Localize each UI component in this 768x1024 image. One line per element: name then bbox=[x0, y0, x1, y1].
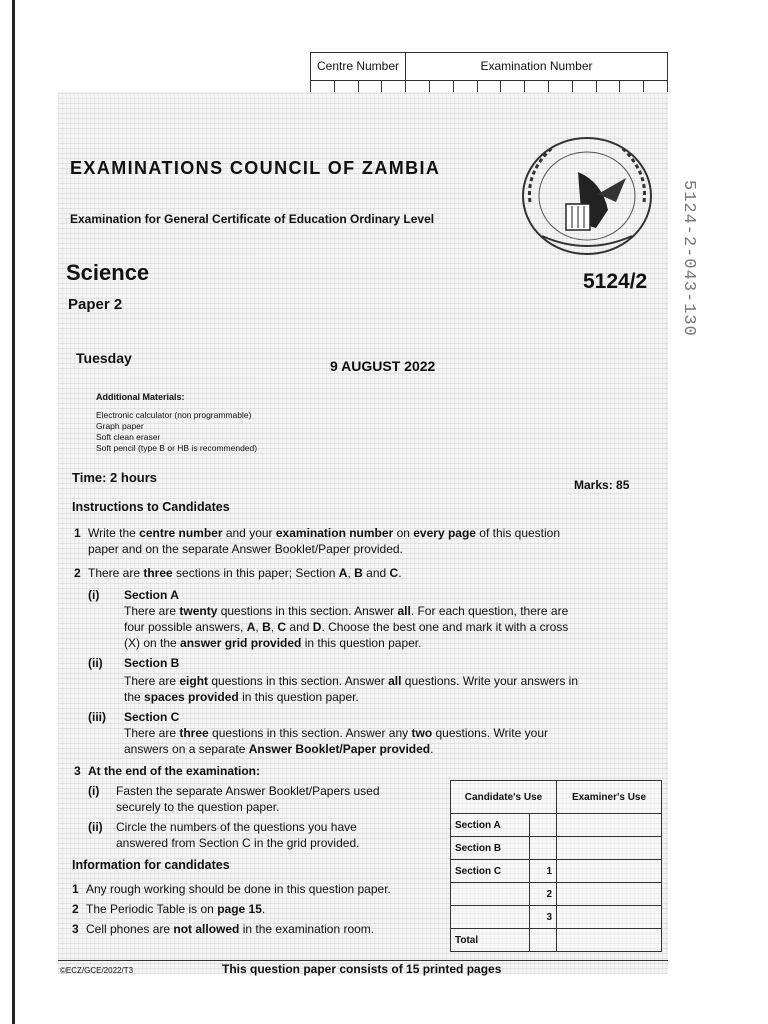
instruction-2: There are three sections in this paper; Section A, B and C. bbox=[88, 566, 402, 580]
instruction-1-line-2: paper and on the separate Answer Booklet/Paper provided. bbox=[88, 542, 403, 556]
section-b-line-1: There are eight questions in this section. Answer all questions. Write your answers in bbox=[124, 674, 578, 688]
examiner-cell[interactable] bbox=[557, 814, 662, 837]
examiner-cell[interactable] bbox=[557, 860, 662, 883]
info-number: 1 bbox=[72, 882, 79, 896]
instruction-number: 3 bbox=[74, 764, 81, 778]
instruction-3-ii-line-1: Circle the numbers of the questions you have bbox=[116, 820, 357, 834]
material-item: Soft pencil (type B or HB is recommended) bbox=[96, 443, 258, 453]
info-number: 3 bbox=[72, 922, 79, 936]
candidates-use-header: Candidate's Use bbox=[451, 781, 557, 814]
material-item: Electronic calculator (non programmable) bbox=[96, 410, 252, 420]
exam-marks: Marks: 85 bbox=[574, 478, 630, 492]
materials-title: Additional Materials: bbox=[96, 392, 185, 402]
instructions-title: Instructions to Candidates bbox=[72, 500, 230, 514]
instruction-3-title: At the end of the examination: bbox=[88, 764, 261, 778]
marking-grid bbox=[450, 780, 662, 952]
material-item: Graph paper bbox=[96, 421, 144, 431]
grid-question-number[interactable]: 1 bbox=[530, 860, 557, 883]
info-3: Cell phones are not allowed in the examination room. bbox=[86, 922, 375, 936]
section-b-title: Section B bbox=[124, 656, 180, 670]
instruction-3-ii-line-2: answered from Section C in the grid provided. bbox=[116, 836, 360, 850]
section-c-tag: (iii) bbox=[88, 710, 106, 724]
exam-date: 9 AUGUST 2022 bbox=[330, 358, 436, 374]
instruction-3-i-line-2: securely to the question paper. bbox=[116, 800, 280, 814]
side-paper-code: 5124-2-043-130 bbox=[679, 180, 698, 337]
grid-section-a-label: Section A bbox=[451, 814, 530, 837]
instruction-number: 2 bbox=[74, 566, 81, 580]
instruction-3-ii-tag: (ii) bbox=[88, 820, 103, 834]
footer-rule bbox=[58, 960, 668, 961]
grid-empty bbox=[530, 814, 557, 837]
council-name: EXAMINATIONS COUNCIL OF ZAMBIA bbox=[70, 158, 441, 178]
examiners-use-header: Examiner's Use bbox=[557, 781, 662, 814]
info-number: 2 bbox=[72, 902, 79, 916]
information-title: Information for candidates bbox=[72, 858, 230, 872]
grid-empty bbox=[451, 883, 530, 906]
grid-question-number[interactable]: 2 bbox=[530, 883, 557, 906]
grid-question-number[interactable]: 3 bbox=[530, 906, 557, 929]
section-a-line-1: There are twenty questions in this section. Answer all. For each question, there are bbox=[124, 604, 569, 618]
section-b-line-2: the spaces provided in this question paper. bbox=[124, 690, 359, 704]
examiner-cell[interactable] bbox=[557, 883, 662, 906]
info-2: The Periodic Table is on page 15. bbox=[86, 902, 266, 916]
info-1: Any rough working should be done in this question paper. bbox=[86, 882, 391, 896]
examiner-total-cell[interactable] bbox=[557, 929, 662, 952]
section-c-line-2: answers on a separate Answer Booklet/Paper provided. bbox=[124, 742, 434, 756]
paper-code: 5124/2 bbox=[583, 270, 648, 293]
grid-total-label: Total bbox=[451, 929, 530, 952]
subject-title: Science bbox=[66, 260, 150, 285]
centre-number-label: Centre Number bbox=[316, 59, 400, 73]
section-c-line-1: There are three questions in this section. Answer any two questions. Write your bbox=[124, 726, 548, 740]
instruction-1: Write the centre number and your examination number on every page of this question bbox=[88, 526, 561, 540]
copyright: ©ECZ/GCE/2022/T3 bbox=[60, 966, 134, 975]
grid-section-b-label: Section B bbox=[451, 837, 530, 860]
grid-empty bbox=[530, 929, 557, 952]
examiner-cell[interactable] bbox=[557, 906, 662, 929]
instruction-3-i-line-1: Fasten the separate Answer Booklet/Papers used bbox=[116, 784, 380, 798]
grid-section-c-label: Section C bbox=[451, 860, 530, 883]
paper-number: Paper 2 bbox=[68, 296, 123, 313]
page-count-note: This question paper consists of 15 printed pages bbox=[222, 962, 502, 976]
examiner-cell[interactable] bbox=[557, 837, 662, 860]
section-b-tag: (ii) bbox=[88, 656, 103, 670]
section-a-line-3: (X) on the answer grid provided in this question paper. bbox=[124, 636, 422, 650]
instruction-number: 1 bbox=[74, 526, 81, 540]
grid-empty bbox=[530, 837, 557, 860]
exam-number-label: Examination Number bbox=[480, 59, 593, 73]
instruction-3-i-tag: (i) bbox=[88, 784, 100, 798]
material-item: Soft clean eraser bbox=[96, 432, 161, 442]
section-a-line-2: four possible answers, A, B, C and D. Choose the best one and mark it with a cross bbox=[124, 620, 569, 634]
council-seal-icon bbox=[512, 132, 662, 260]
section-c-title: Section C bbox=[124, 710, 180, 724]
exam-day: Tuesday bbox=[76, 350, 132, 366]
exam-level: Examination for General Certificate of Education Ordinary Level bbox=[70, 212, 435, 226]
section-a-title: Section A bbox=[124, 588, 179, 602]
exam-time: Time: 2 hours bbox=[72, 470, 158, 485]
grid-empty bbox=[451, 906, 530, 929]
section-a-tag: (i) bbox=[88, 588, 100, 602]
page-edge-rule bbox=[12, 0, 15, 1024]
